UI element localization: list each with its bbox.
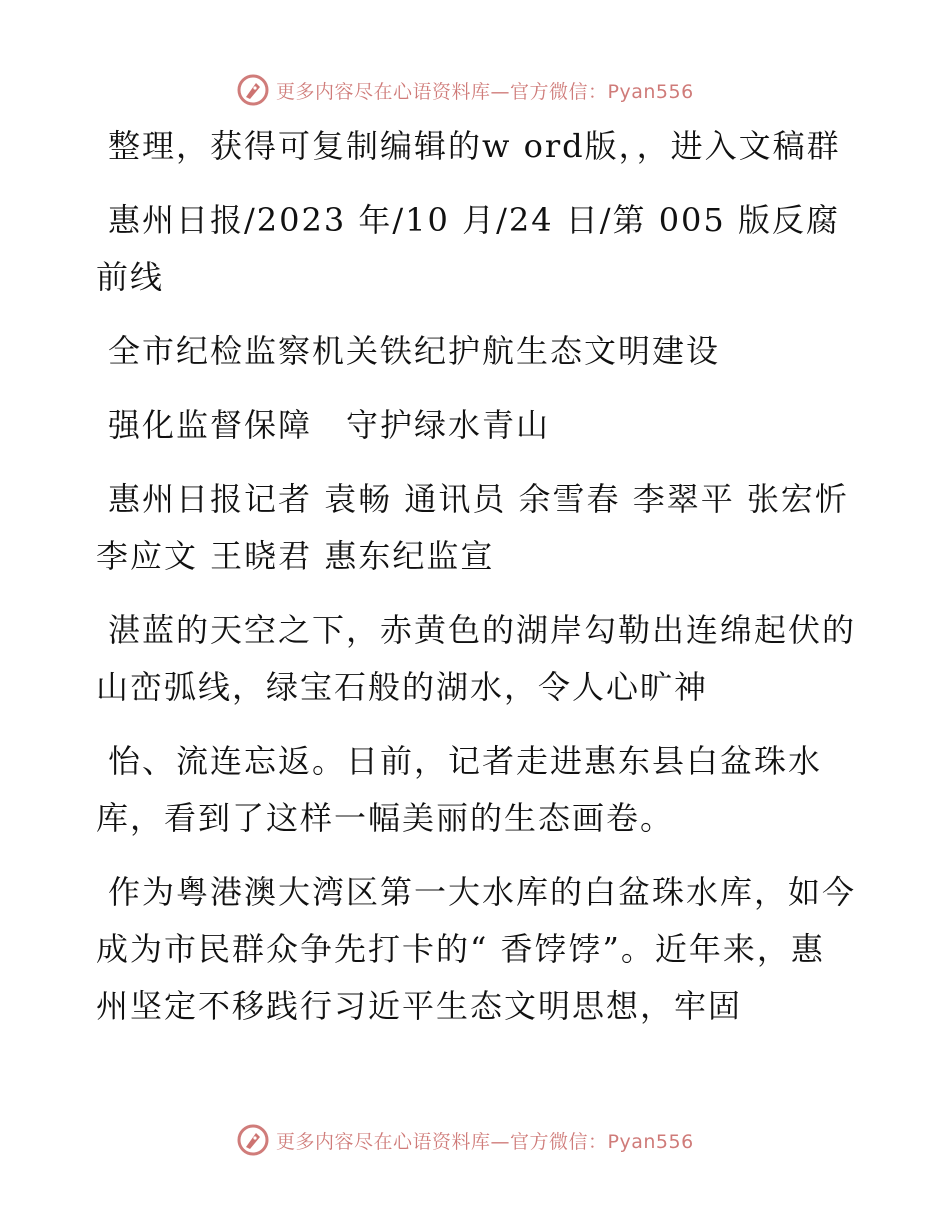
source-line: 惠州日报/2023 年/10 月/24 日/第 005 版反腐前线 xyxy=(96,201,840,296)
byline: 惠州日报记者 袁畅 通讯员 余雪春 李翠平 张宏忻 李应文 王晓君 惠东纪监宣 xyxy=(96,480,849,575)
intro-note: 整理，获得可复制编辑的w ord版，，进入文稿群 xyxy=(108,127,841,165)
headline: 全市纪检监察机关铁纪护航生态文明建设 xyxy=(108,332,721,370)
pen-nib-circle-icon xyxy=(236,1123,270,1157)
watermark-text: 更多内容尽在心语资料库—官方微信：Pyan556 xyxy=(276,80,694,103)
body-paragraph: 怡、流连忘返。日前，记者走进惠东县白盆珠水库，看到了这样一幅美丽的生态画卷。 xyxy=(96,742,823,837)
pen-nib-circle-icon xyxy=(236,73,270,107)
header-watermark xyxy=(236,72,694,108)
subheadline: 强化监督保障 守护绿水青山 xyxy=(108,406,551,444)
document-body xyxy=(96,118,856,1052)
body-paragraph: 湛蓝的天空之下，赤黄色的湖岸勾勒出连绵起伏的山峦弧线，绿宝石般的湖水，令人心旷神 xyxy=(96,611,857,706)
body-paragraph: 作为粤港澳大湾区第一大水库的白盆珠水库，如今成为市民群众争先打卡的“ 香饽饽”。近年来，惠州坚定不移践行习近平生态文明思想，牢固 xyxy=(96,873,857,1025)
footer-watermark xyxy=(236,1122,694,1158)
watermark-text: 更多内容尽在心语资料库—官方微信：Pyan556 xyxy=(276,1130,694,1153)
